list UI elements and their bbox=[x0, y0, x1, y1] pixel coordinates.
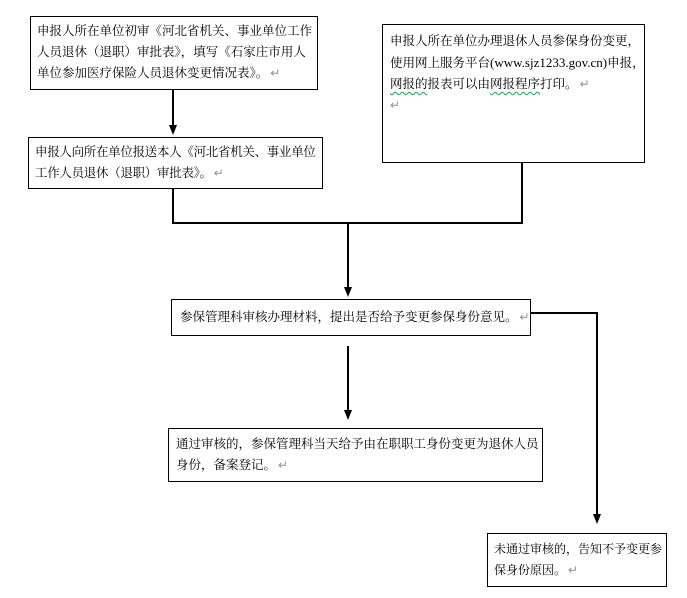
return-mark-icon: ↵ bbox=[568, 563, 579, 577]
box-text-line bbox=[37, 21, 311, 42]
return-mark-icon: ↵ bbox=[213, 166, 224, 180]
box-text-line bbox=[390, 31, 641, 52]
box-text-line bbox=[176, 434, 539, 455]
box-text: 工作人员退休（退职）审批表》。 bbox=[35, 166, 212, 180]
box-text: 身份，备案登记。 bbox=[176, 458, 277, 472]
grammar-flagged-text: 网报程序 bbox=[490, 77, 541, 91]
box-text: 使用网上服务平台 bbox=[390, 56, 491, 70]
box-text: 申报， bbox=[607, 56, 645, 70]
grammar-flagged-text: 网报的 bbox=[390, 77, 428, 91]
box-text-line bbox=[180, 307, 530, 328]
return-mark-icon: ↵ bbox=[270, 66, 281, 80]
box-text-line bbox=[176, 455, 535, 476]
return-mark-icon: ↵ bbox=[390, 98, 401, 112]
connector-online-down bbox=[521, 163, 523, 223]
box-text: 申报人所在单位办理退休人员参保身份变更， bbox=[390, 34, 641, 48]
box-text: 未通过审核的，告知不予变更参 bbox=[494, 542, 663, 556]
box-text: 申报人向所在单位报送本人《河北省机关、事业单位 bbox=[35, 145, 316, 159]
box-unit-initial-review bbox=[30, 16, 318, 90]
box-text: 单位参加医疗保险人员退休变更情况表》。 bbox=[37, 66, 269, 80]
connector-branch-to-rejected bbox=[596, 312, 598, 515]
arrowhead-down-icon bbox=[344, 287, 352, 297]
connector-review-to-approved bbox=[347, 346, 349, 411]
return-mark-icon: ↵ bbox=[579, 77, 590, 91]
box-text-line bbox=[390, 74, 637, 95]
box-text: 参保管理科审核办理材料，提出是否给予变更参保身份意见。 bbox=[180, 310, 518, 324]
box-text-line bbox=[37, 63, 311, 84]
arrowhead-down-icon bbox=[344, 410, 352, 420]
box-text: 人员退休（退职）审批表》，填写《石家庄市用人 bbox=[37, 45, 306, 59]
box-text-line bbox=[390, 95, 637, 116]
connector-initial-to-submit bbox=[172, 90, 174, 126]
connector-merge-to-review bbox=[347, 224, 349, 288]
service-platform-url: (www.sjz1233.gov.cn) bbox=[490, 55, 608, 70]
box-text-line bbox=[494, 539, 663, 560]
box-review-materials bbox=[171, 299, 531, 336]
box-text-line bbox=[35, 163, 316, 184]
box-text: 保身份原因。 bbox=[494, 563, 567, 577]
box-text: 通过审核的，参保管理科当天给予由在职职工身份变更为退休人员 bbox=[176, 437, 539, 451]
box-submit-approval-form bbox=[28, 137, 323, 189]
box-text-line bbox=[35, 142, 316, 163]
connector-submit-down bbox=[172, 188, 174, 223]
box-approved-result bbox=[168, 428, 543, 482]
arrowhead-down-icon bbox=[169, 125, 177, 135]
return-mark-icon: ↵ bbox=[519, 310, 530, 324]
box-text: 申报人所在单位初审《河北省机关、事业单位工作 bbox=[37, 24, 313, 38]
return-mark-icon: ↵ bbox=[278, 458, 289, 472]
box-rejected-result bbox=[487, 533, 667, 587]
box-text-line bbox=[37, 42, 311, 63]
box-text-line bbox=[390, 52, 645, 74]
box-online-declaration bbox=[382, 24, 645, 163]
connector-review-right bbox=[530, 312, 598, 314]
box-text: 打印。 bbox=[540, 77, 578, 91]
box-text-line bbox=[494, 560, 660, 581]
box-text: 报表可以由 bbox=[427, 77, 491, 91]
arrowhead-down-icon bbox=[593, 514, 601, 524]
